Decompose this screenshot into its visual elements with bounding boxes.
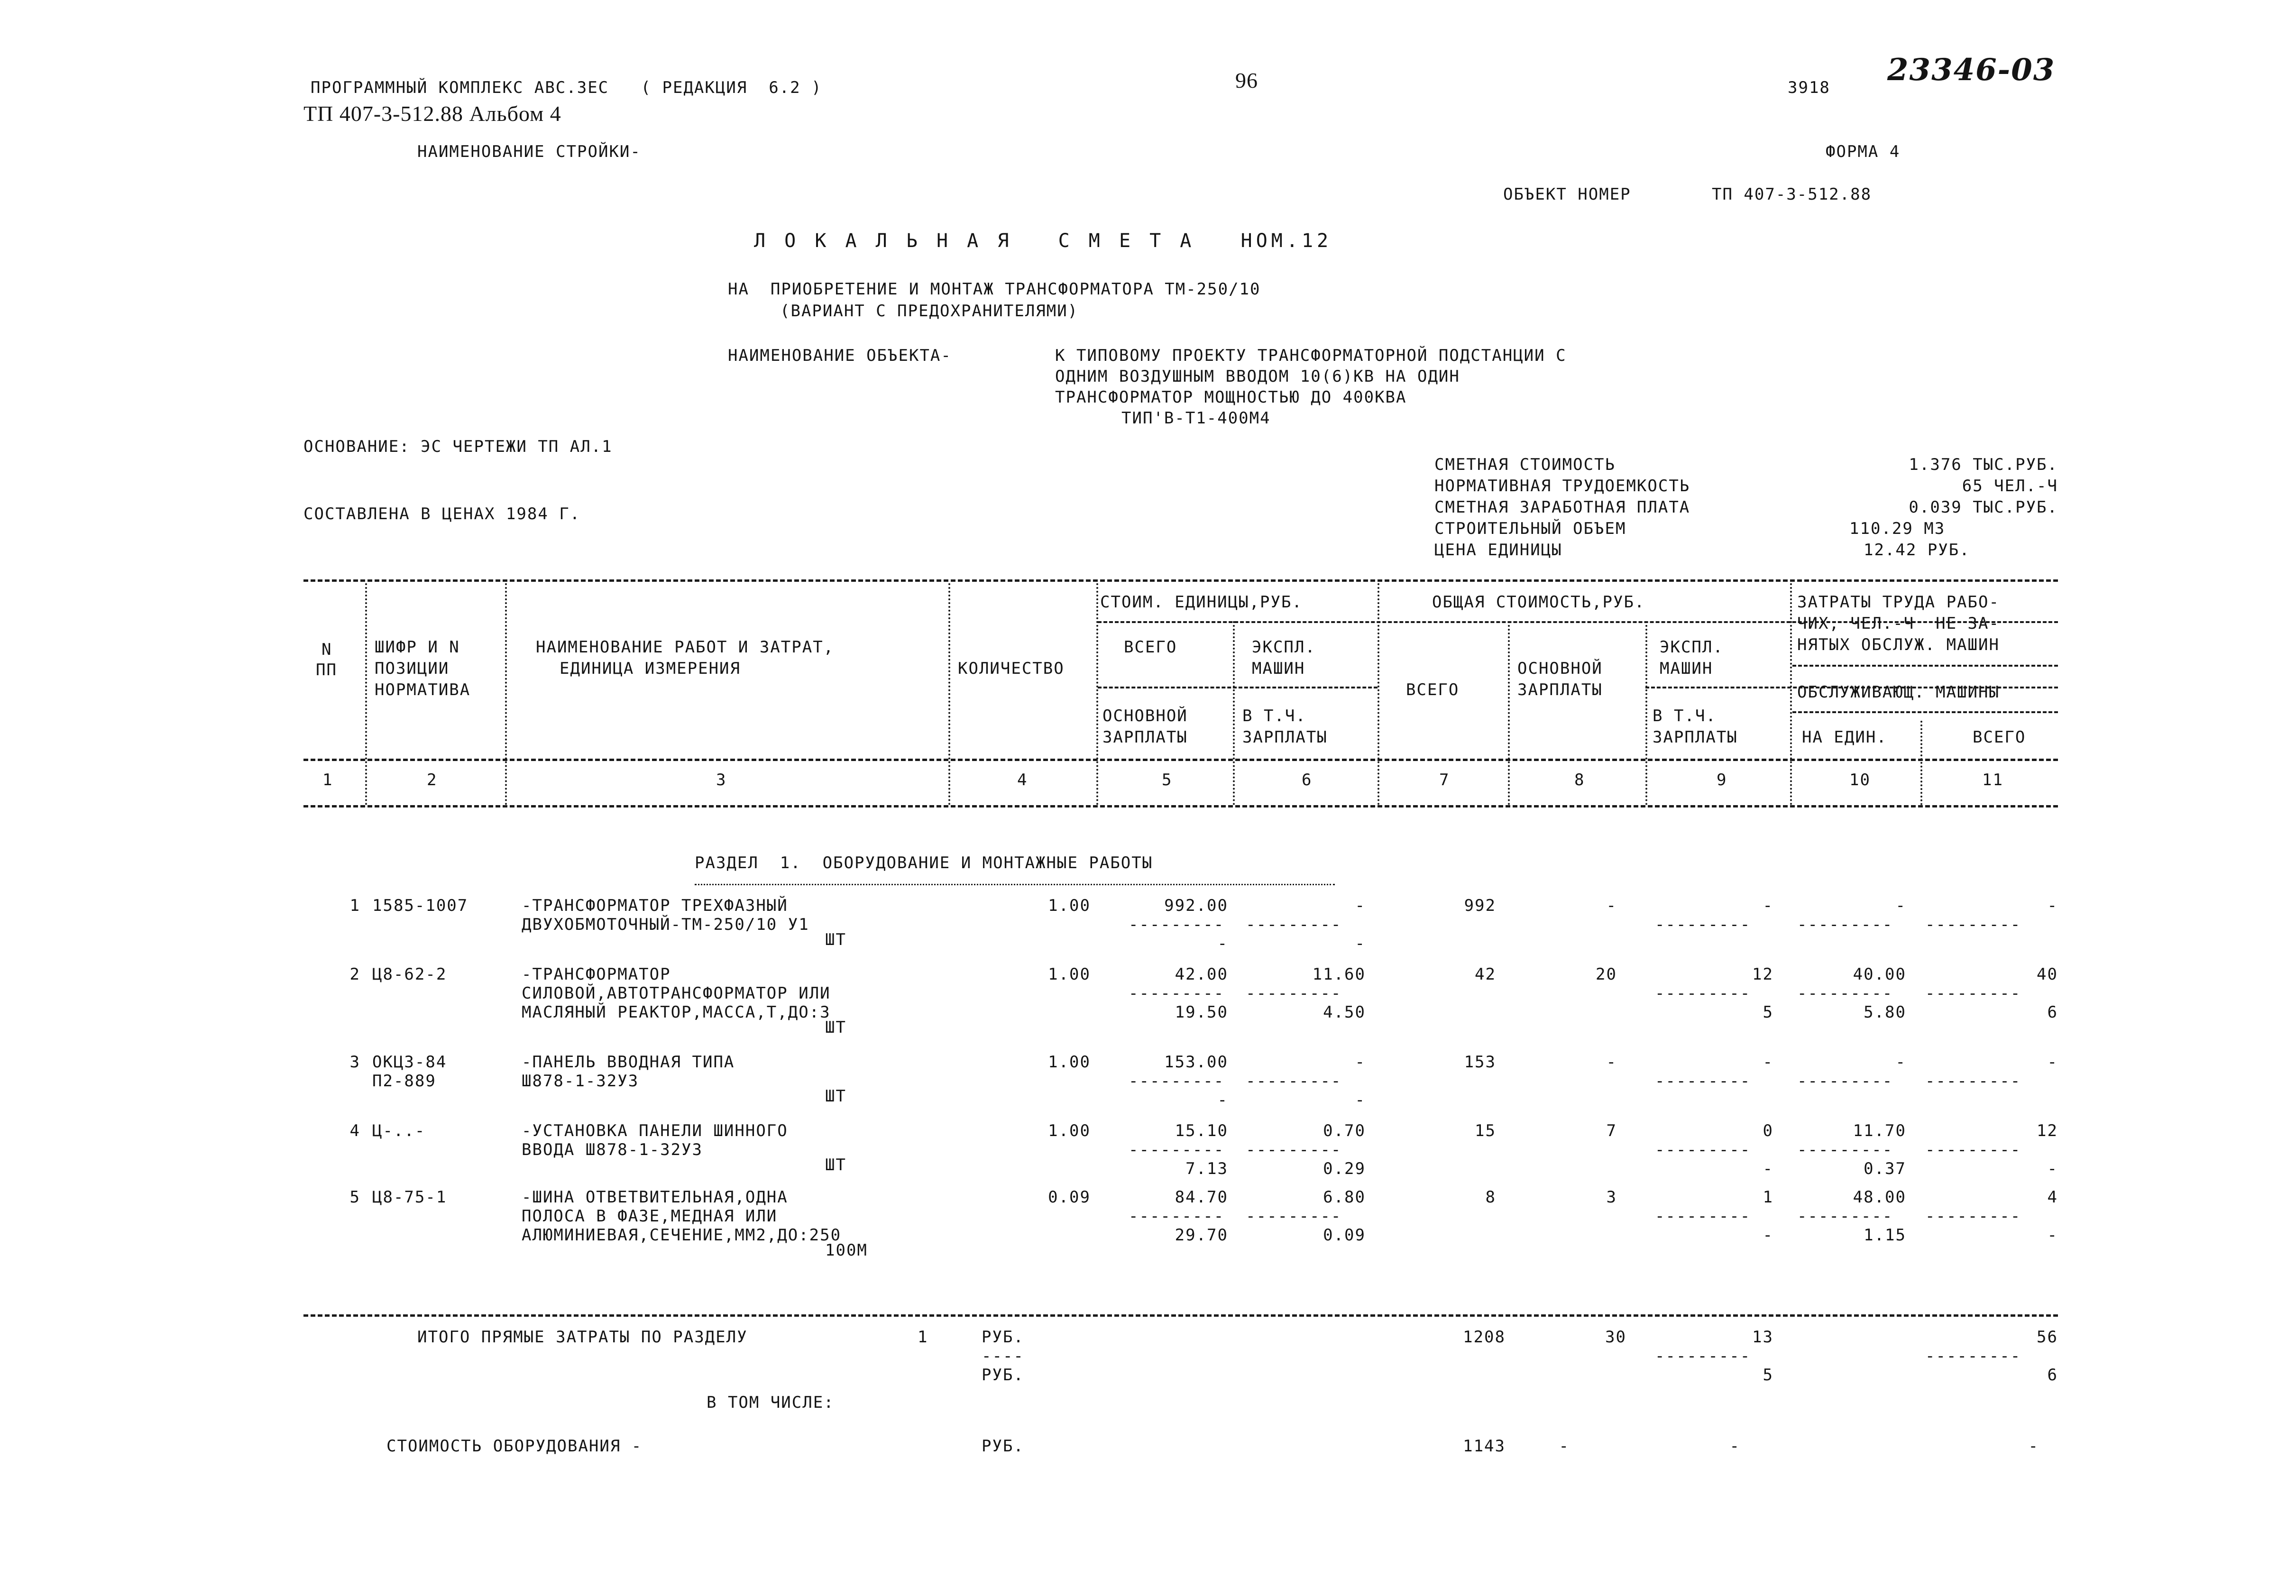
object-name-label: НАИМЕНОВАНИЕ ОБЪЕКТА-	[728, 346, 952, 365]
col-separator	[1378, 583, 1379, 805]
equipment-total: 1143	[1463, 1437, 1506, 1456]
including-label: В ТОМ ЧИСЛЕ:	[707, 1393, 835, 1412]
row-total-expl: 1	[1763, 1188, 1773, 1207]
summary-label: СТРОИТЕЛЬНЫЙ ОБЪЕМ	[1434, 519, 1626, 538]
row-labor-total: 12	[2037, 1121, 2058, 1140]
row-total-expl: 0	[1763, 1121, 1773, 1140]
col-number: 7	[1439, 770, 1450, 789]
totals-c7: 1208	[1463, 1328, 1506, 1347]
equipment-label: СТОИМОСТЬ ОБОРУДОВАНИЯ -	[386, 1437, 643, 1456]
col-separator	[948, 583, 950, 805]
section-underline	[695, 884, 1335, 885]
col-separator	[1096, 583, 1098, 805]
row-unit-cost-incl: 0.29	[1323, 1159, 1366, 1178]
equipment-unit: РУБ.	[982, 1437, 1024, 1456]
row-unit-cost-incl: 4.50	[1323, 1003, 1366, 1022]
row-quantity: 1.00	[1048, 965, 1091, 984]
col-number: 10	[1849, 770, 1871, 789]
totals-unit: РУБ.	[982, 1328, 1024, 1347]
row-total-basic: 3	[1606, 1188, 1617, 1207]
row-labor-unit: 11.70	[1853, 1121, 1906, 1140]
row-quantity: 1.00	[1048, 896, 1091, 915]
cell-divider: --------- ---------	[1129, 1207, 1342, 1226]
row-name: ПОЛОСА В ФАЗЕ,МЕДНАЯ ИЛИ	[522, 1207, 778, 1226]
row-name: -ПАНЕЛЬ ВВОДНАЯ ТИПА	[522, 1053, 735, 1072]
col-name: НАИМЕНОВАНИЕ РАБОТ И ЗАТРАТ,	[536, 638, 835, 657]
header-rule-top	[303, 579, 2058, 582]
labor-header: НЯТЫХ ОБСЛУЖ. МАШИН	[1797, 635, 2000, 654]
col-number: 9	[1717, 770, 1727, 789]
row-unit-cost-basic: -	[1217, 934, 1228, 953]
col-separator	[365, 583, 367, 805]
object-name-line-4: ТИП'В-Т1-400М4	[1121, 409, 1271, 428]
totals-c11b: 6	[2047, 1366, 2058, 1385]
row-code: ОКЦЗ-84	[372, 1053, 447, 1072]
object-number: ТП 407-3-512.88	[1712, 185, 1872, 204]
row-labor-total: 40	[2037, 965, 2058, 984]
row-total-expl-wage: 5	[1763, 1003, 1773, 1022]
totals-c11: 56	[2037, 1328, 2058, 1347]
row-total-expl: -	[1763, 1053, 1773, 1072]
col-number: 1	[322, 770, 333, 789]
col-quantity: КОЛИЧЕСТВО	[958, 659, 1065, 678]
row-total-basic: 7	[1606, 1121, 1617, 1140]
summary-label: ЦЕНА ЕДИНИЦЫ	[1434, 541, 1562, 560]
col-n: N	[321, 640, 332, 659]
header-rule-sub4	[1792, 665, 2058, 667]
cell-divider: ---------	[1925, 1072, 2021, 1091]
row-code: 1585-1007	[372, 896, 468, 915]
row-name: ДВУХОБМОТОЧНЫЙ-ТМ-250/10 У1	[522, 915, 809, 934]
row-labor-total: 4	[2047, 1188, 2058, 1207]
col-separator	[1790, 583, 1792, 805]
row-code: П2-889	[372, 1072, 436, 1091]
row-labor-total-service: -	[2047, 1226, 2058, 1245]
summary-value: 0.039 ТЫС.РУБ.	[1909, 498, 2058, 517]
unit-cost-incl: ЗАРПЛАТЫ	[1242, 728, 1328, 747]
col-number: 5	[1162, 770, 1173, 789]
row-unit: ШТ	[825, 1087, 846, 1106]
labor-per-unit: НА ЕДИН.	[1802, 728, 1887, 747]
row-code: Ц8-62-2	[372, 965, 447, 984]
cell-divider: --------- ---------	[1129, 915, 1342, 934]
totals-unit-2: РУБ.	[982, 1366, 1024, 1385]
unit-cost-basic: ОСНОВНОЙ	[1102, 706, 1188, 725]
row-name: МАСЛЯНЫЙ РЕАКТОР,МАССА,Т,ДО:3	[522, 1003, 831, 1022]
row-total-all: 42	[1475, 965, 1496, 984]
col-pp: ПП	[316, 660, 337, 679]
row-labor-unit: 48.00	[1853, 1188, 1906, 1207]
total-cost-basic: ЗАРПЛАТЫ	[1517, 680, 1603, 699]
basis-line: ОСНОВАНИЕ: ЭС ЧЕРТЕЖИ ТП АЛ.1	[303, 437, 613, 456]
program-line: ПРОГРАММНЫЙ КОМПЛЕКС АВС.ЗЕС ( РЕДАКЦИЯ 6.2 )	[311, 78, 822, 97]
col-separator	[505, 583, 507, 805]
totals-unit-dashes: ----	[982, 1347, 1024, 1366]
cell-divider: ---------	[1925, 1207, 2021, 1226]
row-number: 5	[349, 1188, 360, 1207]
labor-service: ОБСЛУЖИВАЮЩ. МАШИНЫ	[1797, 683, 2000, 702]
total-cost-expl: ЭКСПЛ.	[1660, 638, 1724, 657]
col-number: 4	[1017, 770, 1028, 789]
col-separator	[1233, 621, 1235, 805]
row-labor-unit-service: 1.15	[1864, 1226, 1906, 1245]
cell-divider: --------- ---------	[1129, 1140, 1342, 1159]
col-separator	[1508, 621, 1510, 805]
row-unit-cost-all: 992.00	[1164, 896, 1228, 915]
estimate-variant: (ВАРИАНТ С ПРЕДОХРАНИТЕЛЯМИ)	[780, 302, 1079, 321]
row-name: -УСТАНОВКА ПАНЕЛИ ШИННОГО	[522, 1121, 788, 1140]
header-rule-sub5	[1792, 711, 2058, 713]
row-labor-total-service: 6	[2047, 1003, 2058, 1022]
unit-cost-incl: В Т.Ч.	[1242, 706, 1306, 725]
object-name-line-1: К ТИПОВОМУ ПРОЕКТУ ТРАНСФОРМАТОРНОЙ ПОДСТАНЦИИ С	[1055, 346, 1567, 365]
row-total-basic: 20	[1596, 965, 1617, 984]
labor-header: ЗАТРАТЫ ТРУДА РАБО-	[1797, 593, 2000, 612]
row-unit-cost-expl: -	[1355, 1053, 1366, 1072]
row-unit-cost-incl: -	[1355, 1091, 1366, 1110]
summary-value: 1.376 ТЫС.РУБ.	[1909, 455, 2058, 474]
unit-cost-expl: МАШИН	[1252, 659, 1305, 678]
row-code: Ц8-75-1	[372, 1188, 447, 1207]
row-name: ВВОДА Ш878-1-32У3	[522, 1140, 703, 1159]
cell-divider: ---------	[1925, 1140, 2021, 1159]
row-total-all: 15	[1475, 1121, 1496, 1140]
unit-cost-basic: ЗАРПЛАТЫ	[1102, 728, 1188, 747]
row-number: 2	[349, 965, 360, 984]
form-label: ФОРМА 4	[1826, 142, 1901, 161]
row-quantity: 0.09	[1048, 1188, 1091, 1207]
row-unit-cost-expl: 11.60	[1312, 965, 1366, 984]
row-number: 1	[349, 896, 360, 915]
row-unit-cost-all: 84.70	[1175, 1188, 1228, 1207]
cell-divider: ---------	[1655, 1207, 1751, 1226]
row-total-all: 992	[1464, 896, 1496, 915]
header-rule-sub2	[1098, 687, 1378, 688]
cell-divider: ---------	[1797, 1140, 1893, 1159]
col-number: 3	[716, 770, 727, 789]
object-name-line-2: ОДНИМ ВОЗДУШНЫМ ВВОДОМ 10(6)КВ НА ОДИН	[1055, 367, 1460, 386]
col-code: ШИФР И N	[375, 638, 460, 657]
row-unit-cost-basic: -	[1217, 1091, 1228, 1110]
totals-c9b: 5	[1763, 1366, 1773, 1385]
section-title: РАЗДЕЛ 1. ОБОРУДОВАНИЕ И МОНТАЖНЫЕ РАБОТЫ	[695, 853, 1153, 872]
row-labor-unit: -	[1895, 896, 1906, 915]
summary-label: НОРМАТИВНАЯ ТРУДОЕМКОСТЬ	[1434, 477, 1690, 495]
row-number: 4	[349, 1121, 360, 1140]
estimate-title: Л О К А Л Ь Н А Я С М Е Т А НОМ.12	[754, 230, 1332, 252]
row-unit-cost-basic: 29.70	[1175, 1226, 1228, 1245]
totals-dash-9: ---------	[1655, 1347, 1751, 1366]
row-labor-total-service: -	[2047, 1159, 2058, 1178]
equipment-c11: -	[2028, 1437, 2039, 1456]
summary-label: СМЕТНАЯ СТОИМОСТЬ	[1434, 455, 1616, 474]
row-total-basic: -	[1606, 1053, 1617, 1072]
album-title: ТП 407-3-512.88 Альбом 4	[303, 101, 561, 126]
summary-value: 110.29 М3	[1849, 519, 1946, 538]
cell-divider: ---------	[1925, 915, 2021, 934]
cell-divider: ---------	[1655, 984, 1751, 1003]
totals-dash-11: ---------	[1925, 1347, 2021, 1366]
row-unit: ШТ	[825, 930, 846, 949]
row-unit: 100М	[825, 1241, 868, 1260]
cell-divider: ---------	[1655, 915, 1751, 934]
col-number: 11	[1982, 770, 2003, 789]
equipment-c9: -	[1729, 1437, 1740, 1456]
row-total-expl: 12	[1752, 965, 1773, 984]
totals-rule	[303, 1314, 2058, 1317]
row-name: СИЛОВОЙ,АВТОТРАНСФОРМАТОР ИЛИ	[522, 984, 831, 1003]
row-total-expl: -	[1763, 896, 1773, 915]
cell-divider: ---------	[1655, 1140, 1751, 1159]
cell-divider: ---------	[1797, 984, 1893, 1003]
row-name: Ш878-1-32У3	[522, 1072, 639, 1091]
page-number: 96	[1235, 68, 1258, 92]
cell-divider: ---------	[1797, 915, 1893, 934]
row-unit: ШТ	[825, 1018, 846, 1037]
estimate-subject: НА ПРИОБРЕТЕНИЕ И МОНТАЖ ТРАНСФОРМАТОРА ТМ-250/10	[728, 280, 1261, 299]
cell-divider: ---------	[1655, 1072, 1751, 1091]
row-unit: ШТ	[825, 1156, 846, 1174]
col-name: ЕДИНИЦА ИЗМЕРЕНИЯ	[560, 659, 741, 678]
row-labor-unit-service: 5.80	[1864, 1003, 1906, 1022]
cell-divider: --------- ---------	[1129, 984, 1342, 1003]
labor-all: ВСЕГО	[1973, 728, 2026, 747]
row-name: АЛЮМИНИЕВАЯ,СЕЧЕНИЕ,ММ2,ДО:250	[522, 1226, 842, 1245]
prices-line: СОСТАВЛЕНА В ЦЕНАХ 1984 Г.	[303, 504, 581, 523]
row-unit-cost-expl: 6.80	[1323, 1188, 1366, 1207]
row-name: -ШИНА ОТВЕТВИТЕЛЬНАЯ,ОДНА	[522, 1188, 788, 1207]
total-cost-all: ВСЕГО	[1406, 680, 1460, 699]
row-labor-total: -	[2047, 1053, 2058, 1072]
row-unit-cost-basic: 7.13	[1185, 1159, 1228, 1178]
header-rule-mid	[303, 759, 2058, 761]
row-unit-cost-expl: 0.70	[1323, 1121, 1366, 1140]
col-code: ПОЗИЦИИ	[375, 659, 450, 678]
total-cost-incl: В Т.Ч.	[1653, 706, 1717, 725]
construction-name-label: НАИМЕНОВАНИЕ СТРОЙКИ-	[417, 142, 641, 161]
row-unit-cost-basic: 19.50	[1175, 1003, 1228, 1022]
header-rule-bottom	[303, 805, 2058, 807]
unit-cost-expl: ЭКСПЛ.	[1252, 638, 1316, 657]
row-name: -ТРАНСФОРМАТОР ТРЕХФАЗНЫЙ	[522, 896, 788, 915]
totals-c8: 30	[1605, 1328, 1626, 1347]
equipment-c8: -	[1559, 1437, 1570, 1456]
row-total-expl-wage: -	[1763, 1226, 1773, 1245]
total-cost-incl: ЗАРПЛАТЫ	[1653, 728, 1738, 747]
row-labor-total: -	[2047, 896, 2058, 915]
handwritten-code: 23346-03	[1887, 52, 2056, 88]
row-quantity: 1.00	[1048, 1121, 1091, 1140]
row-unit-cost-expl: -	[1355, 896, 1366, 915]
row-unit-cost-all: 153.00	[1164, 1053, 1228, 1072]
row-labor-unit-service: 0.37	[1864, 1159, 1906, 1178]
col-number: 2	[427, 770, 438, 789]
cell-divider: ---------	[1797, 1072, 1893, 1091]
totals-c9: 13	[1752, 1328, 1773, 1347]
row-code: Ц-..-	[372, 1121, 426, 1140]
row-unit-cost-incl: -	[1355, 934, 1366, 953]
unit-cost-all: ВСЕГО	[1124, 638, 1177, 657]
row-number: 3	[349, 1053, 360, 1072]
totals-label: ИТОГО ПРЯМЫЕ ЗАТРАТЫ ПО РАЗДЕЛУ	[417, 1328, 748, 1347]
total-cost-basic: ОСНОВНОЙ	[1517, 659, 1603, 678]
totals-section-no: 1	[918, 1328, 928, 1347]
row-name: -ТРАНСФОРМАТОР	[522, 965, 671, 984]
labor-header: ЧИХ, ЧЕЛ.-Ч НЕ ЗА-	[1797, 614, 2000, 633]
summary-label: СМЕТНАЯ ЗАРАБОТНАЯ ПЛАТА	[1434, 498, 1690, 517]
row-total-all: 153	[1464, 1053, 1496, 1072]
summary-value: 65 ЧЕЛ.-Ч	[1962, 477, 2058, 495]
row-total-all: 8	[1485, 1188, 1496, 1207]
col-number: 8	[1574, 770, 1585, 789]
row-total-expl-wage: -	[1763, 1159, 1773, 1178]
cell-divider: ---------	[1925, 984, 2021, 1003]
cell-divider: --------- ---------	[1129, 1072, 1342, 1091]
row-unit-cost-incl: 0.09	[1323, 1226, 1366, 1245]
row-labor-unit: -	[1895, 1053, 1906, 1072]
total-cost-expl: МАШИН	[1660, 659, 1713, 678]
col-separator	[1645, 621, 1647, 805]
sheet-code: 3918	[1788, 78, 1830, 97]
object-number-label: ОБЪЕКТ НОМЕР	[1503, 185, 1631, 204]
row-unit-cost-all: 42.00	[1175, 965, 1228, 984]
summary-value: 12.42 РУБ.	[1864, 541, 1970, 560]
unit-cost-header: СТОИМ. ЕДИНИЦЫ,РУБ.	[1100, 593, 1303, 612]
row-quantity: 1.00	[1048, 1053, 1091, 1072]
total-cost-header: ОБЩАЯ СТОИМОСТЬ,РУБ.	[1432, 593, 1645, 612]
object-name-line-3: ТРАНСФОРМАТОР МОЩНОСТЬЮ ДО 400КВА	[1055, 388, 1407, 407]
row-unit-cost-all: 15.10	[1175, 1121, 1228, 1140]
row-total-basic: -	[1606, 896, 1617, 915]
col-separator	[1920, 721, 1922, 805]
row-labor-unit: 40.00	[1853, 965, 1906, 984]
col-number: 6	[1302, 770, 1313, 789]
col-code: НОРМАТИВА	[375, 680, 471, 699]
cell-divider: ---------	[1797, 1207, 1893, 1226]
